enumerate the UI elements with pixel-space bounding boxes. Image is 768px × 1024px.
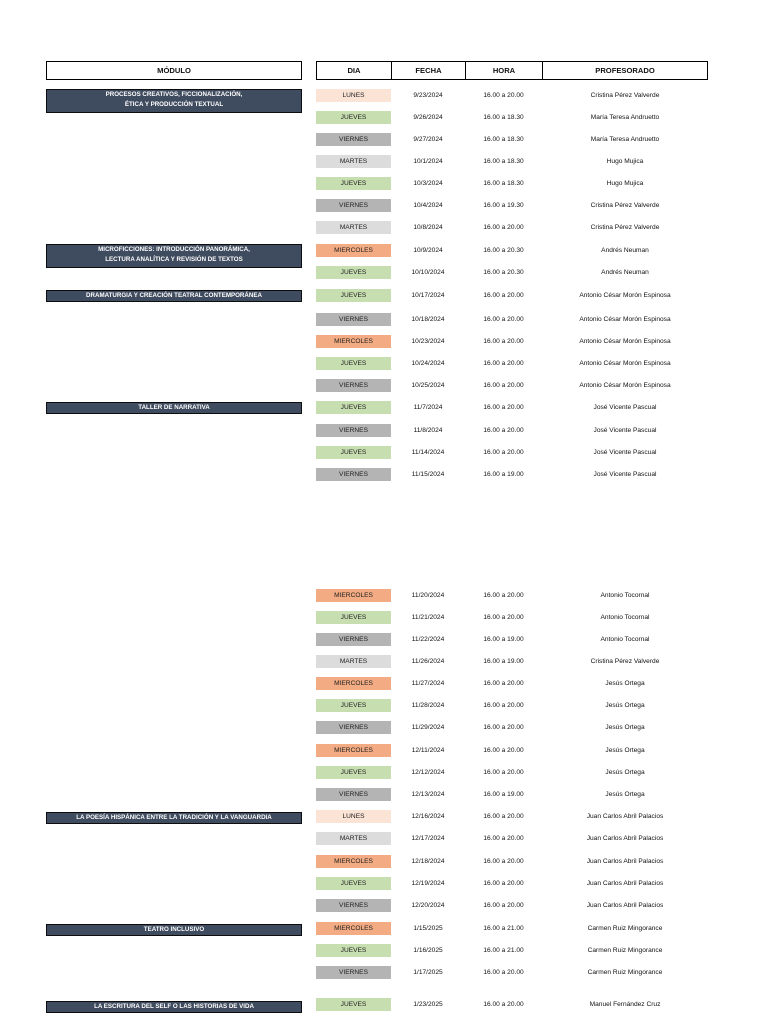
day-cell: JUEVES [316,998,391,1011]
module-title-line: TALLER DE NARRATIVA [138,404,210,411]
date-cell: 1/15/2025 [413,925,443,932]
table-row [0,832,768,845]
day-cell: MIERCOLES [316,244,391,257]
table-row [0,633,768,646]
header-hora: HORA [465,61,543,80]
header-fecha: FECHA [391,61,466,80]
professor-cell: María Teresa Andruetto [590,136,660,143]
day-cell: MIERCOLES [316,855,391,868]
table-row [0,998,768,1011]
professor-cell: Antonio César Morón Espinosa [579,292,671,299]
date-cell: 10/17/2024 [411,292,445,299]
professor-cell: Andrés Neuman [601,247,649,254]
day-cell: MIERCOLES [316,922,391,935]
table-row [0,810,768,823]
date-cell: 11/7/2024 [413,404,443,411]
professor-cell: Cristina Pérez Valverde [590,92,660,99]
day-cell: LUNES [316,810,391,823]
professor-cell: José Vicente Pascual [593,404,657,411]
professor-cell: Juan Carlos Abril Palacios [586,880,664,887]
date-cell: 12/19/2024 [411,880,445,887]
date-cell: 1/16/2025 [413,947,443,954]
time-cell: 16.00 a 20.00 [483,702,524,709]
day-cell: VIERNES [316,133,391,146]
date-cell: 10/23/2024 [411,338,445,345]
date-cell: 12/13/2024 [411,791,445,798]
professor-cell: Jesús Ortega [605,724,645,731]
date-cell: 11/29/2024 [411,724,445,731]
date-cell: 11/20/2024 [411,592,445,599]
table-row [0,877,768,890]
time-cell: 16.00 a 20.00 [483,404,524,411]
table-row [0,788,768,801]
time-cell: 16.00 a 20.00 [483,592,524,599]
day-cell: JUEVES [316,111,391,124]
day-cell: JUEVES [316,266,391,279]
day-cell: JUEVES [316,446,391,459]
day-cell: VIERNES [316,424,391,437]
professor-cell: Cristina Pérez Valverde [590,224,660,231]
table-row [0,446,768,459]
date-cell: 11/27/2024 [411,680,445,687]
day-cell: JUEVES [316,177,391,190]
date-cell: 12/12/2024 [411,769,445,776]
professor-cell: José Vicente Pascual [593,427,657,434]
date-cell: 10/1/2024 [413,158,443,165]
day-cell: JUEVES [316,401,391,414]
professor-cell: José Vicente Pascual [593,449,657,456]
professor-cell: Antonio César Morón Espinosa [579,316,671,323]
professor-cell: Antonio Tocornal [600,636,650,643]
professor-cell: Jesús Ortega [605,680,645,687]
time-cell: 16.00 a 20.00 [483,813,524,820]
time-cell: 16.00 a 19.00 [483,791,524,798]
table-row [0,655,768,668]
table-row [0,944,768,957]
date-cell: 10/18/2024 [411,316,445,323]
table-row [0,111,768,124]
day-cell: MARTES [316,221,391,234]
table-row [0,155,768,168]
table-row [0,899,768,912]
module-title-line: LA ESCRITURA DEL SELF O LAS HISTORIAS DE VIDA [94,1003,254,1010]
day-cell: JUEVES [316,699,391,712]
professor-cell: Hugo Mujica [606,180,644,187]
time-cell: 16.00 a 20.00 [483,680,524,687]
time-cell: 16.00 a 19.30 [483,202,524,209]
table-row [0,221,768,234]
time-cell: 16.00 a 20.00 [483,747,524,754]
date-cell: 11/15/2024 [411,471,445,478]
date-cell: 11/14/2024 [411,449,445,456]
time-cell: 16.00 a 20.00 [483,835,524,842]
time-cell: 16.00 a 19.00 [483,658,524,665]
module-title-line: LECTURA ANALÍTICA Y REVISIÓN DE TEXTOS [105,256,243,263]
table-row [0,313,768,326]
day-cell: MIERCOLES [316,677,391,690]
day-cell: MIERCOLES [316,335,391,348]
day-cell: JUEVES [316,766,391,779]
date-cell: 12/11/2024 [411,747,445,754]
table-row [0,335,768,348]
professor-cell: Cristina Pérez Valverde [590,202,660,209]
table-row [0,468,768,481]
time-cell: 16.00 a 20.00 [483,902,524,909]
time-cell: 16.00 a 20.30 [483,247,524,254]
professor-cell: Jesús Ortega [605,747,645,754]
time-cell: 16.00 a 20.00 [483,382,524,389]
table-row [0,379,768,392]
table-row [0,766,768,779]
day-cell: MIERCOLES [316,744,391,757]
professor-cell: José Vicente Pascual [593,471,657,478]
table-row [0,133,768,146]
date-cell: 9/27/2024 [413,136,443,143]
professor-cell: Juan Carlos Abril Palacios [586,813,664,820]
module-title-line: PROCESOS CREATIVOS, FICCIONALIZACIÓN, [105,91,243,98]
time-cell: 16.00 a 20.00 [483,449,524,456]
header-profesorado: PROFESORADO [542,61,708,80]
time-cell: 16.00 a 19.00 [483,636,524,643]
professor-cell: Juan Carlos Abril Palacios [586,835,664,842]
time-cell: 16.00 a 20.00 [483,769,524,776]
professor-cell: Antonio César Morón Espinosa [579,382,671,389]
professor-cell: Carmen Ruiz Mingorance [587,969,663,976]
professor-cell: Antonio César Morón Espinosa [579,360,671,367]
time-cell: 16.00 a 18.30 [483,180,524,187]
table-row [0,199,768,212]
time-cell: 16.00 a 19.00 [483,471,524,478]
date-cell: 9/26/2024 [413,114,443,121]
day-cell: VIERNES [316,379,391,392]
day-cell: JUEVES [316,611,391,624]
day-cell: VIERNES [316,313,391,326]
time-cell: 16.00 a 20.00 [483,1001,524,1008]
table-row [0,357,768,370]
day-cell: VIERNES [316,468,391,481]
date-cell: 10/24/2024 [411,360,445,367]
day-cell: MIERCOLES [316,589,391,602]
header-dia: DIA [316,61,392,80]
day-cell: VIERNES [316,788,391,801]
time-cell: 16.00 a 21.00 [483,925,524,932]
professor-cell: Carmen Ruiz Mingorance [587,947,663,954]
table-row [0,744,768,757]
module-title-line: ÉTICA Y PRODUCCIÓN TEXTUAL [124,101,224,108]
date-cell: 9/23/2024 [413,92,443,99]
module-title-line: LA POESÍA HISPÁNICA ENTRE LA TRADICIÓN Y LA VANGUARDIA [76,814,272,821]
professor-cell: Jesús Ortega [605,791,645,798]
table-row [0,289,768,302]
day-cell: VIERNES [316,633,391,646]
day-cell: MARTES [316,832,391,845]
day-cell: VIERNES [316,721,391,734]
professor-cell: María Teresa Andruetto [590,114,660,121]
date-cell: 12/20/2024 [411,902,445,909]
time-cell: 16.00 a 20.00 [483,724,524,731]
time-cell: 16.00 a 20.00 [483,614,524,621]
date-cell: 12/17/2024 [411,835,445,842]
time-cell: 16.00 a 18.30 [483,136,524,143]
professor-cell: Cristina Pérez Valverde [590,658,660,665]
date-cell: 10/4/2024 [413,202,443,209]
table-row [0,177,768,190]
professor-cell: Jesús Ortega [605,702,645,709]
module-title-line: MICROFICCIONES: INTRODUCCIÓN PANORÁMICA, [98,246,250,253]
professor-cell: Hugo Mujica [606,158,644,165]
date-cell: 11/21/2024 [411,614,445,621]
table-row [0,721,768,734]
date-cell: 11/8/2024 [413,427,443,434]
date-cell: 10/3/2024 [413,180,443,187]
time-cell: 16.00 a 20.00 [483,224,524,231]
time-cell: 16.00 a 20.00 [483,338,524,345]
time-cell: 16.00 a 21.00 [483,947,524,954]
professor-cell: Manuel Fernández Cruz [589,1001,661,1008]
time-cell: 16.00 a 18.30 [483,114,524,121]
day-cell: JUEVES [316,357,391,370]
day-cell: VIERNES [316,199,391,212]
date-cell: 1/23/2025 [413,1001,443,1008]
module-title-line: TEATRO INCLUSIVO [143,926,205,933]
time-cell: 16.00 a 18.30 [483,158,524,165]
day-cell: VIERNES [316,966,391,979]
day-cell: VIERNES [316,899,391,912]
date-cell: 1/17/2025 [413,969,443,976]
table-row [0,855,768,868]
day-cell: MARTES [316,155,391,168]
table-row [0,966,768,979]
date-cell: 11/28/2024 [411,702,445,709]
day-cell: JUEVES [316,877,391,890]
time-cell: 16.00 a 20.00 [483,92,524,99]
table-row [0,244,768,257]
professor-cell: Andrés Neuman [601,269,649,276]
date-cell: 10/9/2024 [413,247,443,254]
professor-cell: Carmen Ruiz Mingorance [587,925,663,932]
time-cell: 16.00 a 20.00 [483,292,524,299]
date-cell: 12/16/2024 [411,813,445,820]
time-cell: 16.00 a 20.00 [483,360,524,367]
day-cell: LUNES [316,89,391,102]
date-cell: 11/22/2024 [411,636,445,643]
table-row [0,401,768,414]
professor-cell: Antonio César Morón Espinosa [579,338,671,345]
time-cell: 16.00 a 20.00 [483,880,524,887]
professor-cell: Juan Carlos Abril Palacios [586,902,664,909]
time-cell: 16.00 a 20.00 [483,858,524,865]
table-row [0,424,768,437]
date-cell: 12/18/2024 [411,858,445,865]
table-row [0,266,768,279]
day-cell: JUEVES [316,944,391,957]
table-row [0,922,768,935]
day-cell: JUEVES [316,289,391,302]
date-cell: 11/26/2024 [411,658,445,665]
table-row [0,677,768,690]
table-row [0,699,768,712]
professor-cell: Juan Carlos Abril Palacios [586,858,664,865]
header-modulo: MÓDULO [46,61,302,80]
table-row [0,89,768,102]
time-cell: 16.00 a 20.00 [483,427,524,434]
time-cell: 16.00 a 20.00 [483,316,524,323]
date-cell: 10/10/2024 [411,269,445,276]
date-cell: 10/8/2024 [413,224,443,231]
professor-cell: Jesús Ortega [605,769,645,776]
module-title-line: DRAMATURGIA Y CREACIÓN TEATRAL CONTEMPORÁNEA [86,292,262,299]
day-cell: MARTES [316,655,391,668]
date-cell: 10/25/2024 [411,382,445,389]
table-row [0,589,768,602]
time-cell: 16.00 a 20.30 [483,269,524,276]
table-row [0,611,768,624]
time-cell: 16.00 a 20.00 [483,969,524,976]
professor-cell: Antonio Tocornal [600,592,650,599]
professor-cell: Antonio Tocornal [600,614,650,621]
